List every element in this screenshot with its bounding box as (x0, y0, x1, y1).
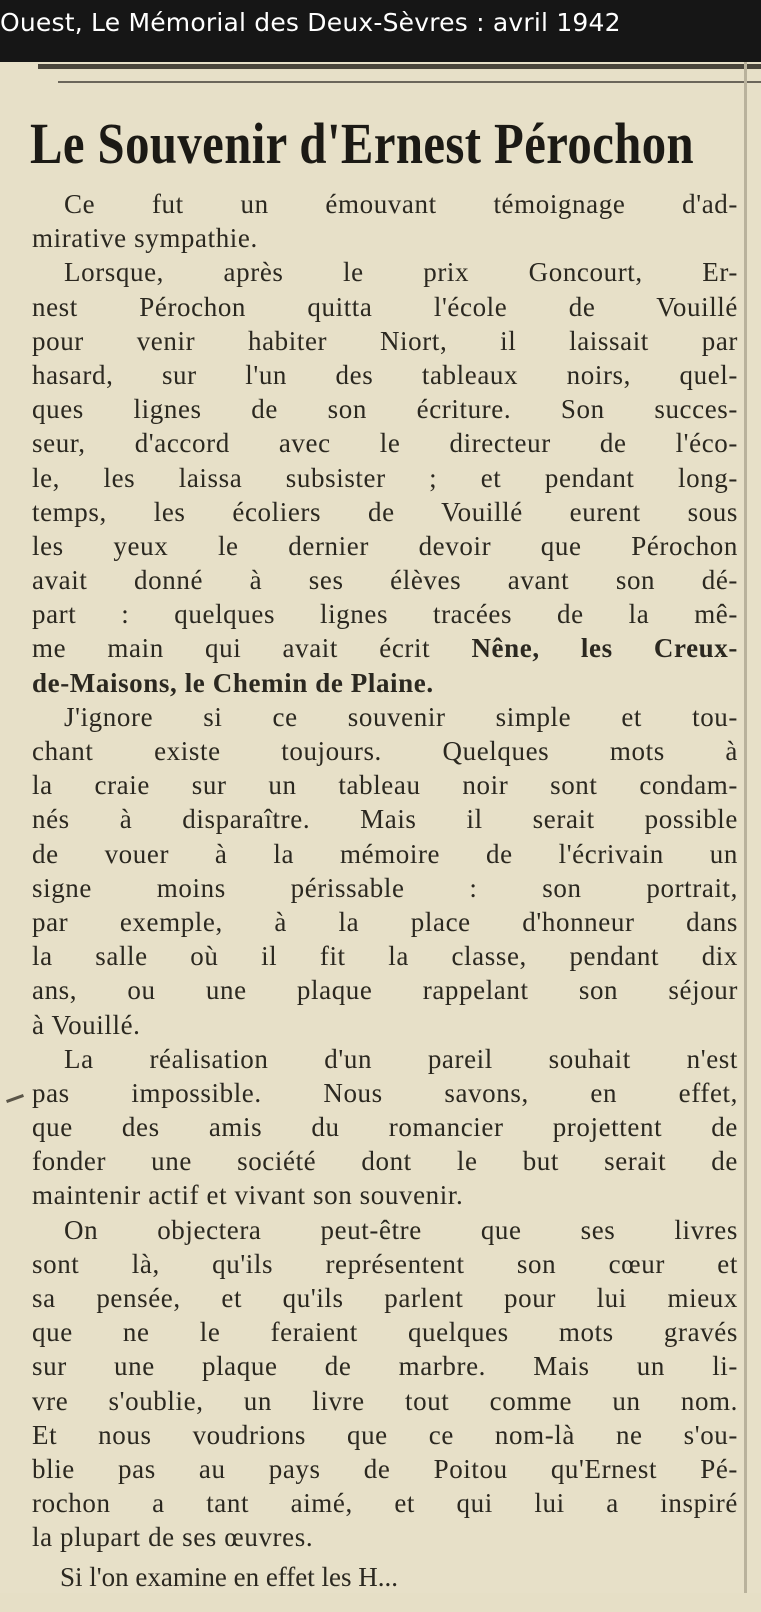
article-line: La réalisation d'un pareil souhait n'est (64, 1043, 738, 1074)
article-line: les yeux le dernier devoir que Pérochon (32, 530, 738, 561)
column-divider (744, 62, 747, 1593)
article-line: ques lignes de son écriture. Son succes- (32, 394, 738, 425)
article-line: sont là, qu'ils représentent son cœur et (32, 1248, 738, 1279)
pencil-mark-icon (6, 1094, 24, 1103)
article-line: de-Maisons, le Chemin de Plaine. (32, 667, 434, 698)
header-bar (0, 0, 761, 62)
book-title-text: Nêne, les Creux- (471, 633, 738, 664)
article-line: signe moins périssable : son portrait, (32, 872, 738, 903)
secondary-rule (58, 81, 761, 83)
article-line: nés à disparaître. Mais il serait possible (32, 804, 738, 835)
article-line: On objectera peut-être que ses livres (64, 1214, 738, 1245)
article-line: nest Pérochon quitta l'école de Vouillé (32, 291, 738, 322)
article-line: pas impossible. Nous savons, en effet, (32, 1077, 738, 1108)
article-line: la craie sur un tableau noir sont condam- (32, 770, 738, 801)
article-line: J'ignore si ce souvenir simple et tou- (64, 701, 738, 732)
article-line: sa pensée, et qu'ils parlent pour lui mieux (32, 1283, 738, 1313)
article-line: de vouer à la mémoire de l'écrivain un (32, 838, 738, 869)
article-line-with-title (32, 631, 738, 665)
article-line: Lorsque, après le prix Goncourt, Er- (64, 257, 738, 288)
cutoff-line (60, 1562, 399, 1598)
article-line: rochon a tant aimé, et qui lui a inspiré (32, 1488, 738, 1519)
article-line: mirative sympathie. (32, 223, 258, 254)
newspaper-clipping (0, 62, 761, 1593)
article-line: ans, ou une plaque rappelant son séjour (32, 975, 738, 1006)
article-line: que des amis du romancier projettent de (32, 1112, 738, 1143)
article-body (32, 187, 738, 1555)
article-line: Et nous voudrions que ce nom-là ne s'ou- (32, 1419, 738, 1450)
article-line: à Vouillé. (32, 1009, 141, 1040)
article-line: que ne le feraient quelques mots gravés (32, 1317, 738, 1348)
article-line: hasard, sur l'un des tableaux noirs, quel- (32, 359, 738, 390)
article-line: temps, les écoliers de Vouillé eurent sous (32, 496, 738, 527)
article-headline: Le Souvenir d'Ernest Pérochon (30, 111, 695, 176)
article-line: avait donné à ses élèves avant son dé- (32, 565, 738, 596)
article-line: vre s'oubliе, un livre tout comme un nom. (32, 1385, 738, 1416)
page-title: Ouest, Le Mémorial des Deux-Sèvres : avril 1942 (0, 8, 621, 37)
article-line-text: me main qui avait écrit (32, 633, 431, 664)
article-line: blie pas au pays de Poitou qu'Ernest Pé- (32, 1453, 738, 1484)
top-rule (38, 64, 761, 69)
cutoff-text: Si l'on examine en effet les H... (60, 1562, 399, 1592)
article-line: pour venir habiter Niort, il laissait par (32, 325, 738, 356)
article-line: la salle où il fit la classe, pendant dix (32, 941, 738, 972)
article-line: Ce fut un émouvant témoignage d'ad- (64, 189, 738, 219)
article-line: fonder une société dont le but serait de (32, 1146, 738, 1177)
article-line: le, les laissa subsister ; et pendant long- (32, 462, 738, 493)
article-line: maintenir actif et vivant son souvenir. (32, 1180, 464, 1211)
article-line: la plupart de ses œuvres. (32, 1522, 314, 1553)
article-line: chant existe toujours. Quelques mots à (32, 736, 738, 766)
article-line: par exemple, à la place d'honneur dans (32, 906, 738, 937)
article-line: sur une plaque de marbre. Mais un li- (32, 1351, 738, 1382)
article-line: part : quelques lignes tracées de la mê- (32, 599, 738, 630)
article-line: seur, d'accord avec le directeur de l'éco- (32, 428, 738, 459)
